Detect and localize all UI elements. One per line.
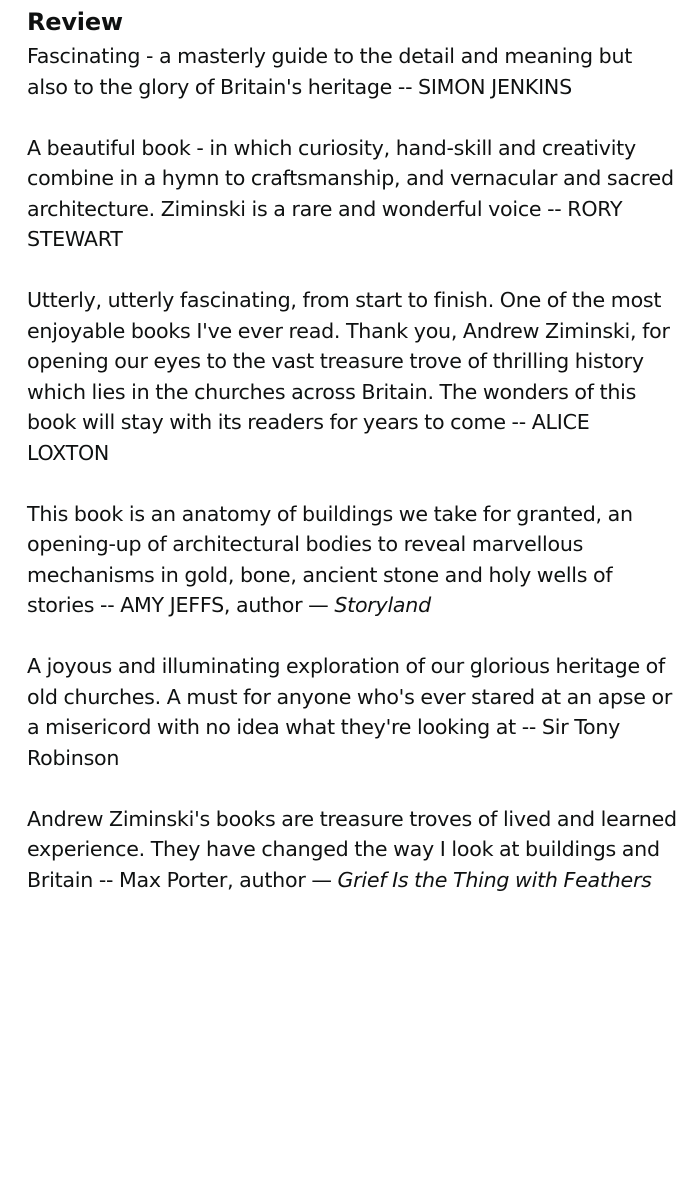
book-title: Grief Is the Thing with Feathers xyxy=(337,867,652,892)
review-text: A beautiful book - in which curiosity, hand-skill and creativity combine in a hymn to craftsmanship, and vernacular and sacred architecture. Ziminski is a rare and wonderful voice -- RORY STEWART xyxy=(27,135,674,251)
em-dash: — xyxy=(308,593,335,617)
review-quote xyxy=(27,285,677,468)
review-quote xyxy=(27,133,677,255)
review-text: Fascinating - a masterly guide to the detail and meaning but also to the glory of Britain's heritage -- SIMON JENKINS xyxy=(27,44,633,99)
review-text: A joyous and illuminating exploration of our glorious heritage of old churches. A must for anyone who's ever stared at an apse or a misericord with no idea what they're looking at -- Sir Tony Robinson xyxy=(27,654,673,770)
em-dash: — xyxy=(311,867,338,892)
review-quote xyxy=(27,499,677,621)
review-text: This book is an anatomy of buildings we take for granted, an opening-up of architectural bodies to reveal marvellous mechanisms in gold, bone, ancient stone and holy wells of stories -- AMY JEFFS, author xyxy=(27,501,633,617)
review-quote xyxy=(27,651,677,773)
review-text: Andrew Ziminski's books are treasure troves of lived and learned experience. They have changed the way I look at buildings and Britain -- Max Porter, author xyxy=(27,806,677,892)
review-text: Utterly, utterly fascinating, from start to finish. One of the most enjoyable books I've ever read. Thank you, Andrew Ziminski, for opening our eyes to the vast treasure trove of thrilling history which lies in the churches across Britain. The wonders of this book will stay with its readers for years to come -- ALICE LOXTON xyxy=(27,288,670,465)
review-quote xyxy=(27,41,677,102)
review-section xyxy=(27,4,677,926)
review-source-title xyxy=(308,593,431,617)
book-title: Storyland xyxy=(334,593,431,617)
review-source-title xyxy=(311,868,651,892)
review-heading: Review xyxy=(27,8,123,36)
review-quote xyxy=(27,804,677,896)
